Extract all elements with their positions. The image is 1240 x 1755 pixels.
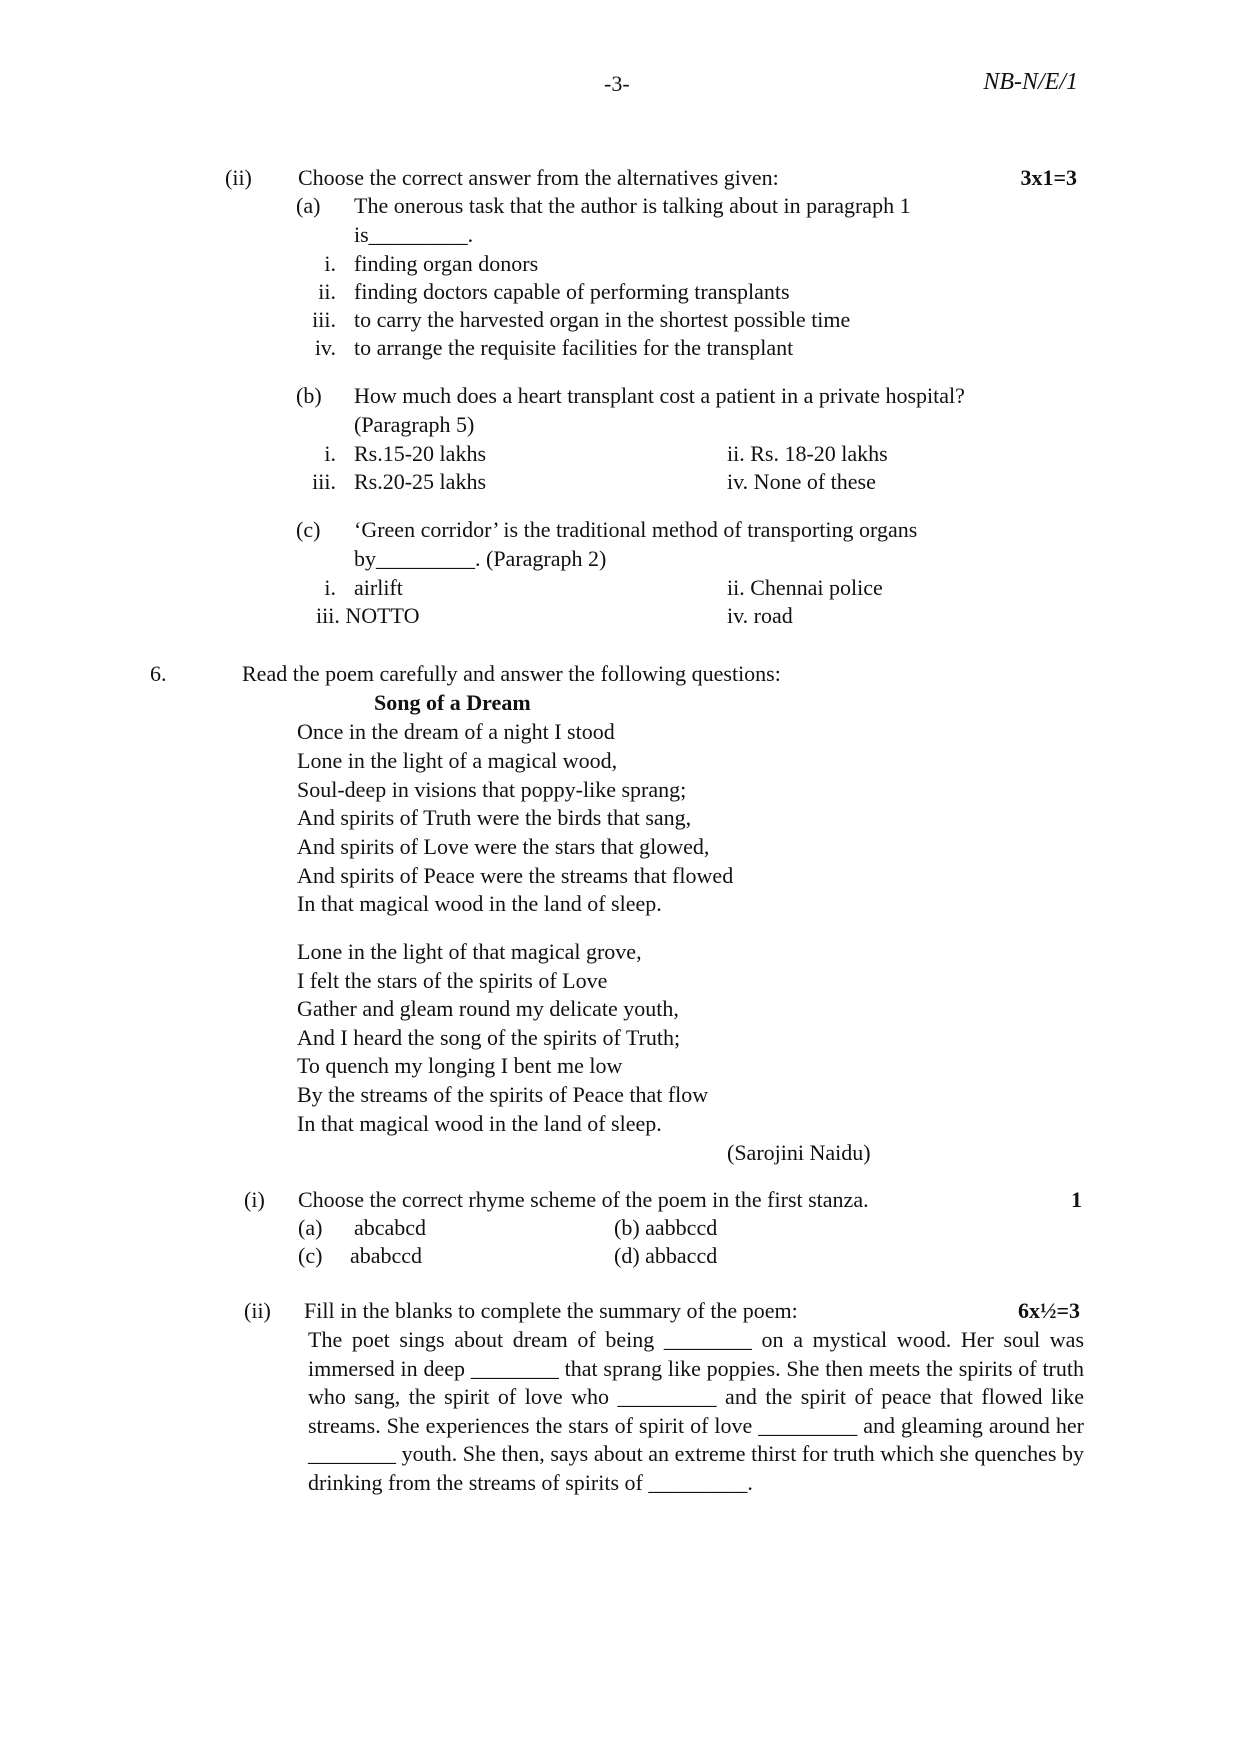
q5-c-option: iv. road — [727, 603, 793, 628]
poem-title: Song of a Dream — [374, 690, 531, 715]
q6-ii-marks: 6x½=3 — [1017, 1298, 1080, 1323]
q5-ii-label: (ii) — [225, 165, 252, 190]
q5-c-option-num: i. — [324, 575, 336, 600]
poem-line: And spirits of Peace were the streams that flowed — [297, 863, 734, 888]
q5-b-option-num: iii. — [312, 469, 336, 494]
q5-b-option: iv. None of these — [727, 469, 876, 494]
q6-i-marks: 1 — [1071, 1187, 1082, 1212]
q5-c-option-text: airlift — [354, 575, 403, 600]
q5-b-label: (b) — [296, 383, 322, 408]
poem-line: Soul-deep in visions that poppy-like sprang; — [297, 777, 687, 802]
q5-ii-instruction: Choose the correct answer from the alternatives given: — [298, 165, 779, 190]
poem-line: In that magical wood in the land of sleep. — [297, 891, 662, 916]
q5-a-question: The onerous task that the author is talking about in paragraph 1 — [354, 193, 911, 218]
q5-c-question-cont: by_________. (Paragraph 2) — [354, 546, 607, 571]
q5-a-option-num: iv. — [314, 335, 336, 360]
poem-line: Gather and gleam round my delicate youth, — [297, 996, 679, 1021]
q5-b-option-text: Rs.20-25 lakhs — [354, 469, 486, 494]
q6-ii-summary: The poet sings about dream of being ________ on a mystical wood. Her soul was immersed in deep ________ that sprang like poppies. She then meets the spirits of truth who sang, the spirit of love who _________ and the spirit of peace that flowed like streams. She experiences the stars of spirit of love _________ and gleaming around her ________ youth. She then, says about an extreme thirst for truth which she quenches by drinking from the streams of spirits of _________. — [308, 1327, 1084, 1495]
q6-i-option: (b) aabbccd — [614, 1215, 718, 1240]
q5-a-option-num: iii. — [312, 307, 336, 332]
q5-b-question-cont: (Paragraph 5) — [354, 412, 475, 437]
q6-i-label: (i) — [244, 1187, 265, 1212]
q5-a-question-cont: is_________. — [354, 222, 474, 247]
q6-ii-label: (ii) — [244, 1298, 271, 1323]
q5-a-label: (a) — [296, 193, 321, 218]
poem-line: And spirits of Love were the stars that glowed, — [297, 834, 710, 859]
q5-ii-marks: 3x1=3 — [1020, 165, 1077, 190]
poem-line: Once in the dream of a night I stood — [297, 719, 615, 744]
page-number: -3- — [604, 71, 630, 96]
q6-i-option-text: ababccd — [350, 1243, 423, 1268]
poem-line: And spirits of Truth were the birds that sang, — [297, 805, 692, 830]
q5-b-option-text: Rs.15-20 lakhs — [354, 441, 486, 466]
q6-i-option-label: (c) — [298, 1243, 323, 1268]
poem-line: Lone in the light of a magical wood, — [297, 748, 618, 773]
q5-a-option-num: i. — [324, 251, 336, 276]
q5-a-option-text: to arrange the requisite facilities for the transplant — [354, 335, 794, 360]
q5-c-label: (c) — [296, 517, 321, 542]
poem-line: And I heard the song of the spirits of Truth; — [297, 1025, 681, 1050]
q5-b-question: How much does a heart transplant cost a patient in a private hospital? — [354, 383, 965, 408]
q5-b-option-num: i. — [324, 441, 336, 466]
q6-i-option-text: abcabcd — [354, 1215, 427, 1240]
poem-line: To quench my longing I bent me low — [297, 1053, 623, 1078]
poem-line: By the streams of the spirits of Peace that flow — [297, 1082, 709, 1107]
q5-c-option: iii. NOTTO — [316, 603, 420, 628]
q6-i-option-label: (a) — [298, 1215, 323, 1240]
q6-number: 6. — [150, 661, 167, 686]
poem-line: In that magical wood in the land of sleep. — [297, 1111, 662, 1136]
q6-i-question: Choose the correct rhyme scheme of the poem in the first stanza. — [298, 1187, 869, 1212]
q5-b-option: ii. Rs. 18-20 lakhs — [727, 441, 888, 466]
q5-c-question: ‘Green corridor’ is the traditional method of transporting organs — [354, 517, 918, 542]
q5-a-option-text: finding doctors capable of performing transplants — [354, 279, 790, 304]
poem-line: Lone in the light of that magical grove, — [297, 939, 642, 964]
poem-author: (Sarojini Naidu) — [727, 1140, 871, 1165]
paper-code: NB-N/E/1 — [983, 69, 1078, 95]
q5-a-option-num: ii. — [318, 279, 336, 304]
q6-ii-question: Fill in the blanks to complete the summary of the poem: — [304, 1298, 798, 1323]
poem-line: I felt the stars of the spirits of Love — [297, 968, 608, 993]
q5-a-option-text: to carry the harvested organ in the shortest possible time — [354, 307, 851, 332]
q5-c-option: ii. Chennai police — [727, 575, 883, 600]
q5-a-option-text: finding organ donors — [354, 251, 539, 276]
q6-instruction: Read the poem carefully and answer the following questions: — [242, 661, 781, 686]
q6-i-option: (d) abbaccd — [614, 1243, 718, 1268]
